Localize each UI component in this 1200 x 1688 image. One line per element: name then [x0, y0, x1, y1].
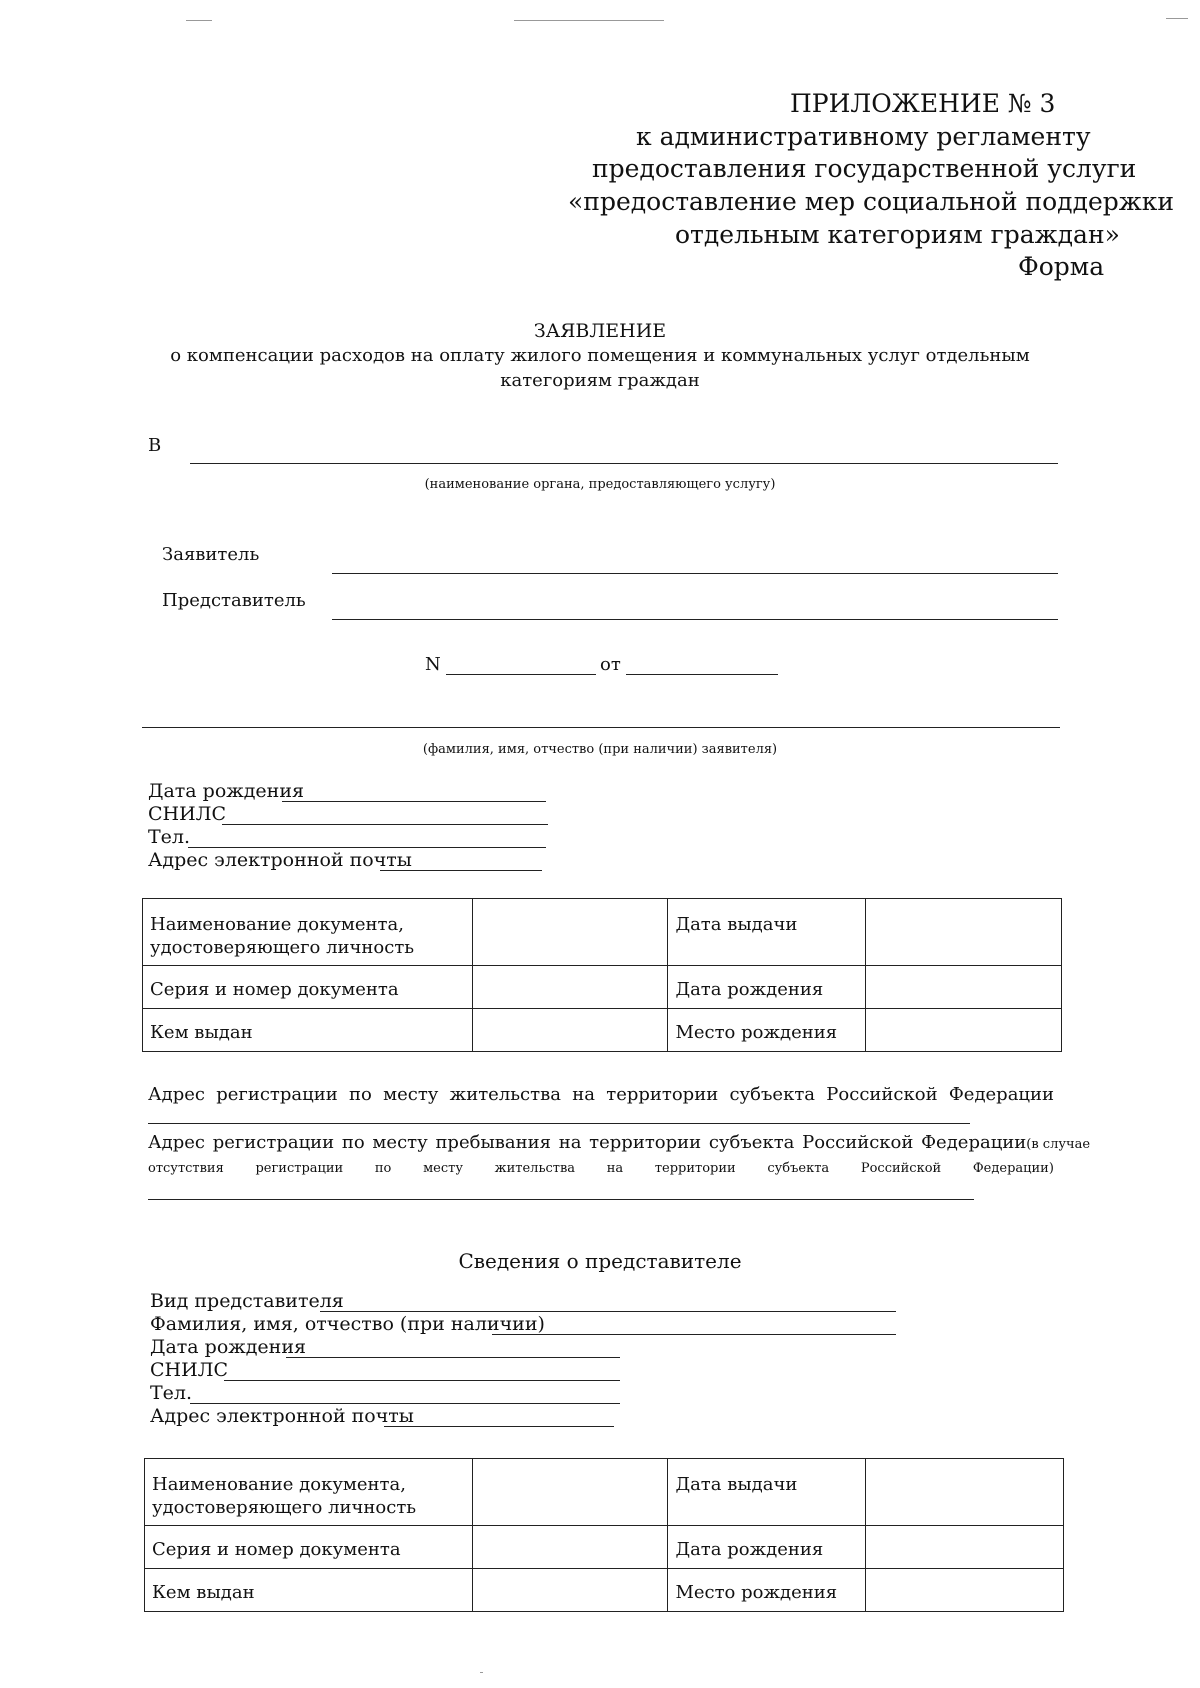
birth-date-label: Дата рождения: [668, 1526, 866, 1569]
birth-date-label: Дата рождения: [668, 966, 866, 1009]
applicant-birth-field[interactable]: [282, 801, 546, 802]
address-word: по: [348, 1084, 372, 1105]
address-word: на: [606, 1161, 624, 1176]
address-word: месту: [423, 1161, 463, 1176]
rep-kind-label: Вид представителя: [150, 1290, 344, 1312]
address-word: Федерации: [948, 1084, 1054, 1105]
address-word: месту: [383, 1084, 439, 1105]
applicant-document-table: [142, 898, 1062, 1052]
header-line-2: предоставления государственной услуги: [592, 154, 1137, 183]
header-line-4: отдельным категориям граждан»: [675, 220, 1120, 249]
statement-subtitle-1: о компенсации расходов на оплату жилого помещения и коммунальных услуг отдельным: [170, 345, 1030, 366]
table-row: [143, 966, 1062, 1009]
issue-date-value-cell[interactable]: [866, 899, 1062, 966]
rep-tel-label: Тел.: [150, 1382, 193, 1404]
applicant-snils-field[interactable]: [222, 824, 548, 825]
issue-date-label: Дата выдачи: [668, 899, 866, 966]
birth-date-value-cell[interactable]: [866, 966, 1062, 1009]
header-line-3: «предоставление мер социальной поддержки: [568, 187, 1175, 216]
stay-address-label: [148, 1132, 1091, 1154]
address-word: Адрес: [148, 1084, 205, 1105]
doc-name-label: Наименование документа, удостоверяющего личность: [143, 899, 473, 966]
number-field[interactable]: [446, 674, 596, 675]
doc-name-label: Наименование документа, удостоверяющего личность: [145, 1459, 473, 1526]
stay-address-field[interactable]: [148, 1199, 974, 1200]
representative-field[interactable]: [332, 619, 1058, 620]
rep-tel-field[interactable]: [190, 1403, 620, 1404]
rep-snils-label: СНИЛС: [150, 1359, 229, 1381]
form-label: Форма: [1018, 252, 1105, 281]
address-word: Российской: [860, 1161, 942, 1176]
applicant-email-label: Адрес электронной почты: [148, 849, 412, 871]
issue-date-value-cell[interactable]: [866, 1459, 1064, 1526]
stay-address-note-start: (в случае: [1026, 1137, 1091, 1152]
address-word: субъекта: [767, 1161, 830, 1176]
residence-address-label: [148, 1084, 1054, 1106]
address-word: территории: [606, 1084, 719, 1105]
address-word: отсутствия: [148, 1161, 224, 1176]
address-word: Российской: [826, 1084, 938, 1105]
rep-birth-field[interactable]: [286, 1357, 620, 1358]
address-word: жительства: [449, 1084, 561, 1105]
address-word: регистрации: [216, 1084, 338, 1105]
applicant-email-field[interactable]: [380, 870, 542, 871]
address-word: по: [374, 1161, 392, 1176]
applicant-tel-label: Тел.: [148, 826, 191, 848]
rep-kind-field[interactable]: [320, 1311, 896, 1312]
representative-document-table: [144, 1458, 1064, 1612]
doc-series-value-cell[interactable]: [472, 1526, 668, 1569]
rep-fio-field[interactable]: [492, 1334, 896, 1335]
table-row: [143, 899, 1062, 966]
table-row: [145, 1569, 1064, 1612]
address-word: на: [572, 1084, 595, 1105]
table-row: [145, 1526, 1064, 1569]
address-word: территории: [654, 1161, 736, 1176]
applicant-fio-caption: (фамилия, имя, отчество (при наличии) заявителя): [422, 742, 778, 757]
birth-date-value-cell[interactable]: [866, 1526, 1064, 1569]
applicant-birth-label: Дата рождения: [148, 780, 304, 802]
issued-by-label: Кем выдан: [145, 1569, 473, 1612]
statement-subtitle-2: категориям граждан: [500, 370, 700, 391]
birth-place-label: Место рождения: [668, 1569, 866, 1612]
rep-fio-label: Фамилия, имя, отчество (при наличии): [150, 1313, 545, 1335]
address-word: жительства: [494, 1161, 576, 1176]
organ-name-caption: (наименование органа, предоставляющего услугу): [424, 477, 776, 492]
applicant-snils-label: СНИЛС: [148, 803, 227, 825]
scan-speck: [514, 20, 664, 21]
rep-email-label: Адрес электронной почты: [150, 1405, 414, 1427]
table-row: [145, 1459, 1064, 1526]
representative-heading: Сведения о представителе: [458, 1249, 742, 1273]
applicant-label: Заявитель: [162, 544, 260, 565]
header-line-1: к административному регламенту: [636, 122, 1091, 151]
organ-name-field[interactable]: [190, 463, 1058, 464]
issue-date-label: Дата выдачи: [668, 1459, 866, 1526]
issued-by-label: Кем выдан: [143, 1009, 473, 1052]
rep-snils-field[interactable]: [224, 1380, 620, 1381]
scan-speck: [186, 20, 212, 21]
representative-label: Представитель: [162, 590, 306, 611]
rep-email-field[interactable]: [384, 1426, 614, 1427]
birth-place-label: Место рождения: [668, 1009, 866, 1052]
address-word: субъекта: [729, 1084, 816, 1105]
appendix-title: ПРИЛОЖЕНИЕ № 3: [790, 89, 1056, 118]
table-row: [143, 1009, 1062, 1052]
address-word: Федерации): [972, 1161, 1054, 1176]
statement-title: ЗАЯВЛЕНИЕ: [533, 320, 667, 342]
doc-name-value-cell[interactable]: [472, 1459, 668, 1526]
birth-place-value-cell[interactable]: [866, 1569, 1064, 1612]
residence-address-field[interactable]: [148, 1123, 970, 1124]
applicant-tel-field[interactable]: [188, 847, 546, 848]
doc-series-label: Серия и номер документа: [145, 1526, 473, 1569]
scan-speck: [480, 1672, 483, 1673]
number-label: N: [425, 654, 441, 675]
scan-speck: [1166, 18, 1188, 19]
from-label: от: [600, 654, 621, 675]
doc-name-value-cell[interactable]: [472, 899, 668, 966]
date-field[interactable]: [626, 674, 778, 675]
doc-series-label: Серия и номер документа: [143, 966, 473, 1009]
address-word: регистрации: [255, 1161, 344, 1176]
applicant-fio-field[interactable]: [142, 727, 1060, 728]
rep-birth-label: Дата рождения: [150, 1336, 306, 1358]
stay-address-main: Адрес регистрации по месту пребывания на территории субъекта Российской Федерации: [148, 1132, 1027, 1153]
doc-series-value-cell[interactable]: [472, 966, 668, 1009]
applicant-field[interactable]: [332, 573, 1058, 574]
birth-place-value-cell[interactable]: [866, 1009, 1062, 1052]
issued-by-value-cell[interactable]: [472, 1009, 668, 1052]
issued-by-value-cell[interactable]: [472, 1569, 668, 1612]
to-prefix: В: [148, 435, 162, 456]
stay-address-note: [148, 1161, 1054, 1177]
